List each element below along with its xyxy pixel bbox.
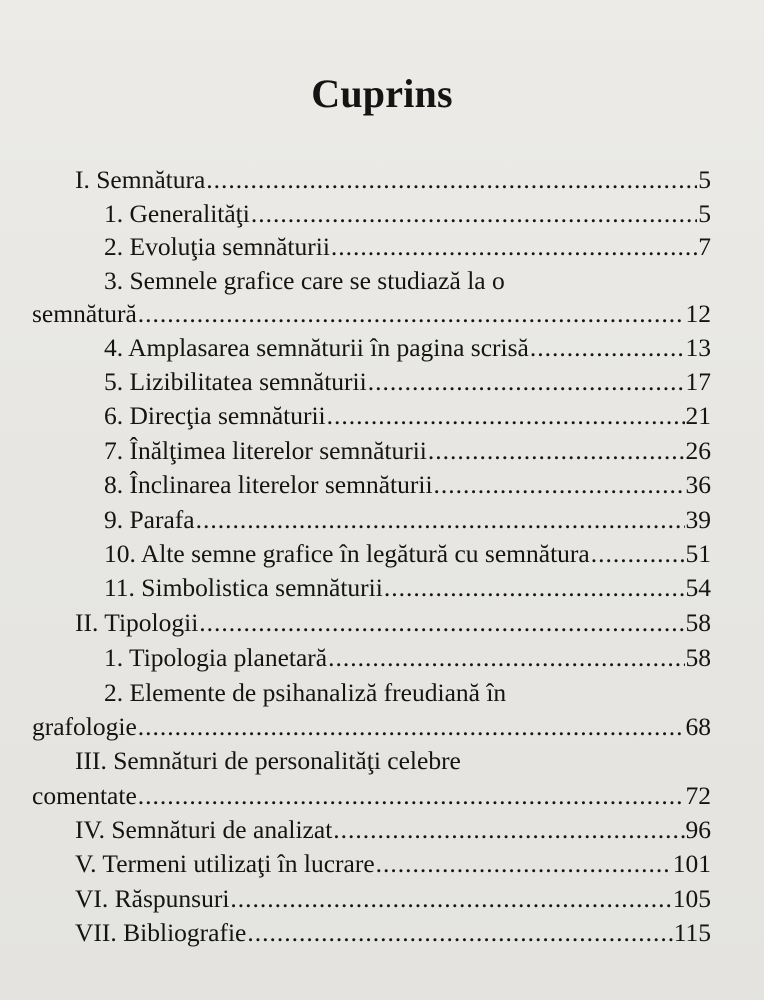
toc-entry-page: 7 <box>698 232 711 261</box>
toc-entry <box>32 712 711 742</box>
dot-leader <box>368 367 685 397</box>
toc-entry-page: 21 <box>685 401 711 430</box>
toc-entry-page: 5 <box>698 199 711 228</box>
dot-leader <box>333 815 684 845</box>
toc-entry-label: IV. Semnături de analizat <box>75 815 333 844</box>
dot-leader <box>138 299 685 329</box>
toc-entry <box>75 165 711 195</box>
toc-entry-label: 5. Lizibilitatea semnăturii <box>104 367 367 396</box>
dot-leader <box>138 781 685 811</box>
toc-entry <box>104 573 711 603</box>
toc-entry <box>104 401 711 431</box>
toc-entry-page: 13 <box>685 333 711 362</box>
toc-entry-page: 54 <box>685 573 711 602</box>
toc-entry <box>104 470 711 500</box>
toc-entry-label: 1. Tipologia planetară <box>104 643 328 672</box>
toc-entry <box>75 815 711 845</box>
toc-entry <box>75 849 711 879</box>
toc-entry-continuation: comentate <box>32 781 137 810</box>
dot-leader <box>328 643 684 673</box>
toc-entry-label: 1. Generalităţi <box>104 199 250 228</box>
toc-entry-page: 12 <box>685 299 711 328</box>
toc-entry-page: 72 <box>685 781 711 810</box>
toc-entry <box>104 232 711 262</box>
dot-leader <box>591 539 685 569</box>
toc-entry-page: 58 <box>685 608 711 637</box>
toc-entry-label: 3. Semnele grafice care se studiază la o <box>104 266 505 295</box>
toc-entry-page: 5 <box>698 165 711 194</box>
toc-entry-page: 51 <box>685 539 711 568</box>
toc-entry-label: 7. Înălţimea literelor semnăturii <box>104 436 427 465</box>
toc-entry-continuation: semnătură <box>32 299 137 328</box>
toc-entry-page: 26 <box>685 436 711 465</box>
toc-entry <box>75 884 711 914</box>
toc-entry-page: 36 <box>685 470 711 499</box>
dot-leader <box>376 849 672 879</box>
dot-leader <box>196 505 685 535</box>
dot-leader <box>206 165 697 195</box>
page-title: Cuprins <box>311 71 453 116</box>
toc-entry <box>104 539 711 569</box>
toc-entry-page: 105 <box>672 884 711 913</box>
toc-entry-page: 101 <box>672 849 711 878</box>
dot-leader <box>138 712 685 742</box>
toc-entry <box>32 299 711 329</box>
toc-entry-page: 68 <box>685 712 711 741</box>
toc-entry <box>104 505 711 535</box>
dot-leader <box>251 199 697 229</box>
toc-entry-label: II. Tipologii <box>75 608 199 637</box>
toc-entry <box>75 608 711 638</box>
dot-leader <box>428 436 685 466</box>
dot-leader <box>199 608 684 638</box>
toc-entry <box>104 643 711 673</box>
dot-leader <box>230 884 671 914</box>
dot-leader <box>331 232 697 262</box>
toc-entry-label: 11. Simbolistica semnăturii <box>104 573 383 602</box>
dot-leader <box>327 401 685 431</box>
dot-leader <box>434 470 685 500</box>
toc-entry-label: III. Semnături de personalităţi celebre <box>75 746 461 775</box>
toc-entry-label: I. Semnătura <box>75 165 206 194</box>
toc-entry <box>104 333 711 363</box>
toc-entry-label: VII. Bibliografie <box>75 918 247 947</box>
toc-entry <box>104 367 711 397</box>
toc-entry-label: 2. Evoluţia semnăturii <box>104 232 330 261</box>
toc-entry <box>32 781 711 811</box>
toc-entry-label: 8. Înclinarea literelor semnăturii <box>104 470 433 499</box>
toc-entry-page: 115 <box>673 918 711 947</box>
toc-entry <box>104 199 711 229</box>
toc-entry <box>75 918 711 948</box>
toc-entry-label: 2. Elemente de psihanaliză freudiană în <box>104 678 507 707</box>
dot-leader <box>384 573 685 603</box>
dot-leader <box>530 333 685 363</box>
toc-entry-label: VI. Răspunsuri <box>75 884 230 913</box>
toc-entry-label: V. Termeni utilizaţi în lucrare <box>75 849 375 878</box>
toc-entry-page: 17 <box>685 367 711 396</box>
toc-entry-continuation: grafologie <box>32 712 137 741</box>
toc-entry-page: 39 <box>685 505 711 534</box>
toc-entry-label: 10. Alte semne grafice în legătură cu semnătura <box>104 539 590 568</box>
toc-entry <box>104 436 711 466</box>
dot-leader <box>247 918 672 948</box>
toc-entry-page: 58 <box>685 643 711 672</box>
toc-entry-label: 9. Parafa <box>104 505 195 534</box>
toc-entry-label: 6. Direcţia semnăturii <box>104 401 326 430</box>
toc-entry-label: 4. Amplasarea semnăturii în pagina scrisă <box>104 333 529 362</box>
toc-entry-page: 96 <box>685 815 711 844</box>
